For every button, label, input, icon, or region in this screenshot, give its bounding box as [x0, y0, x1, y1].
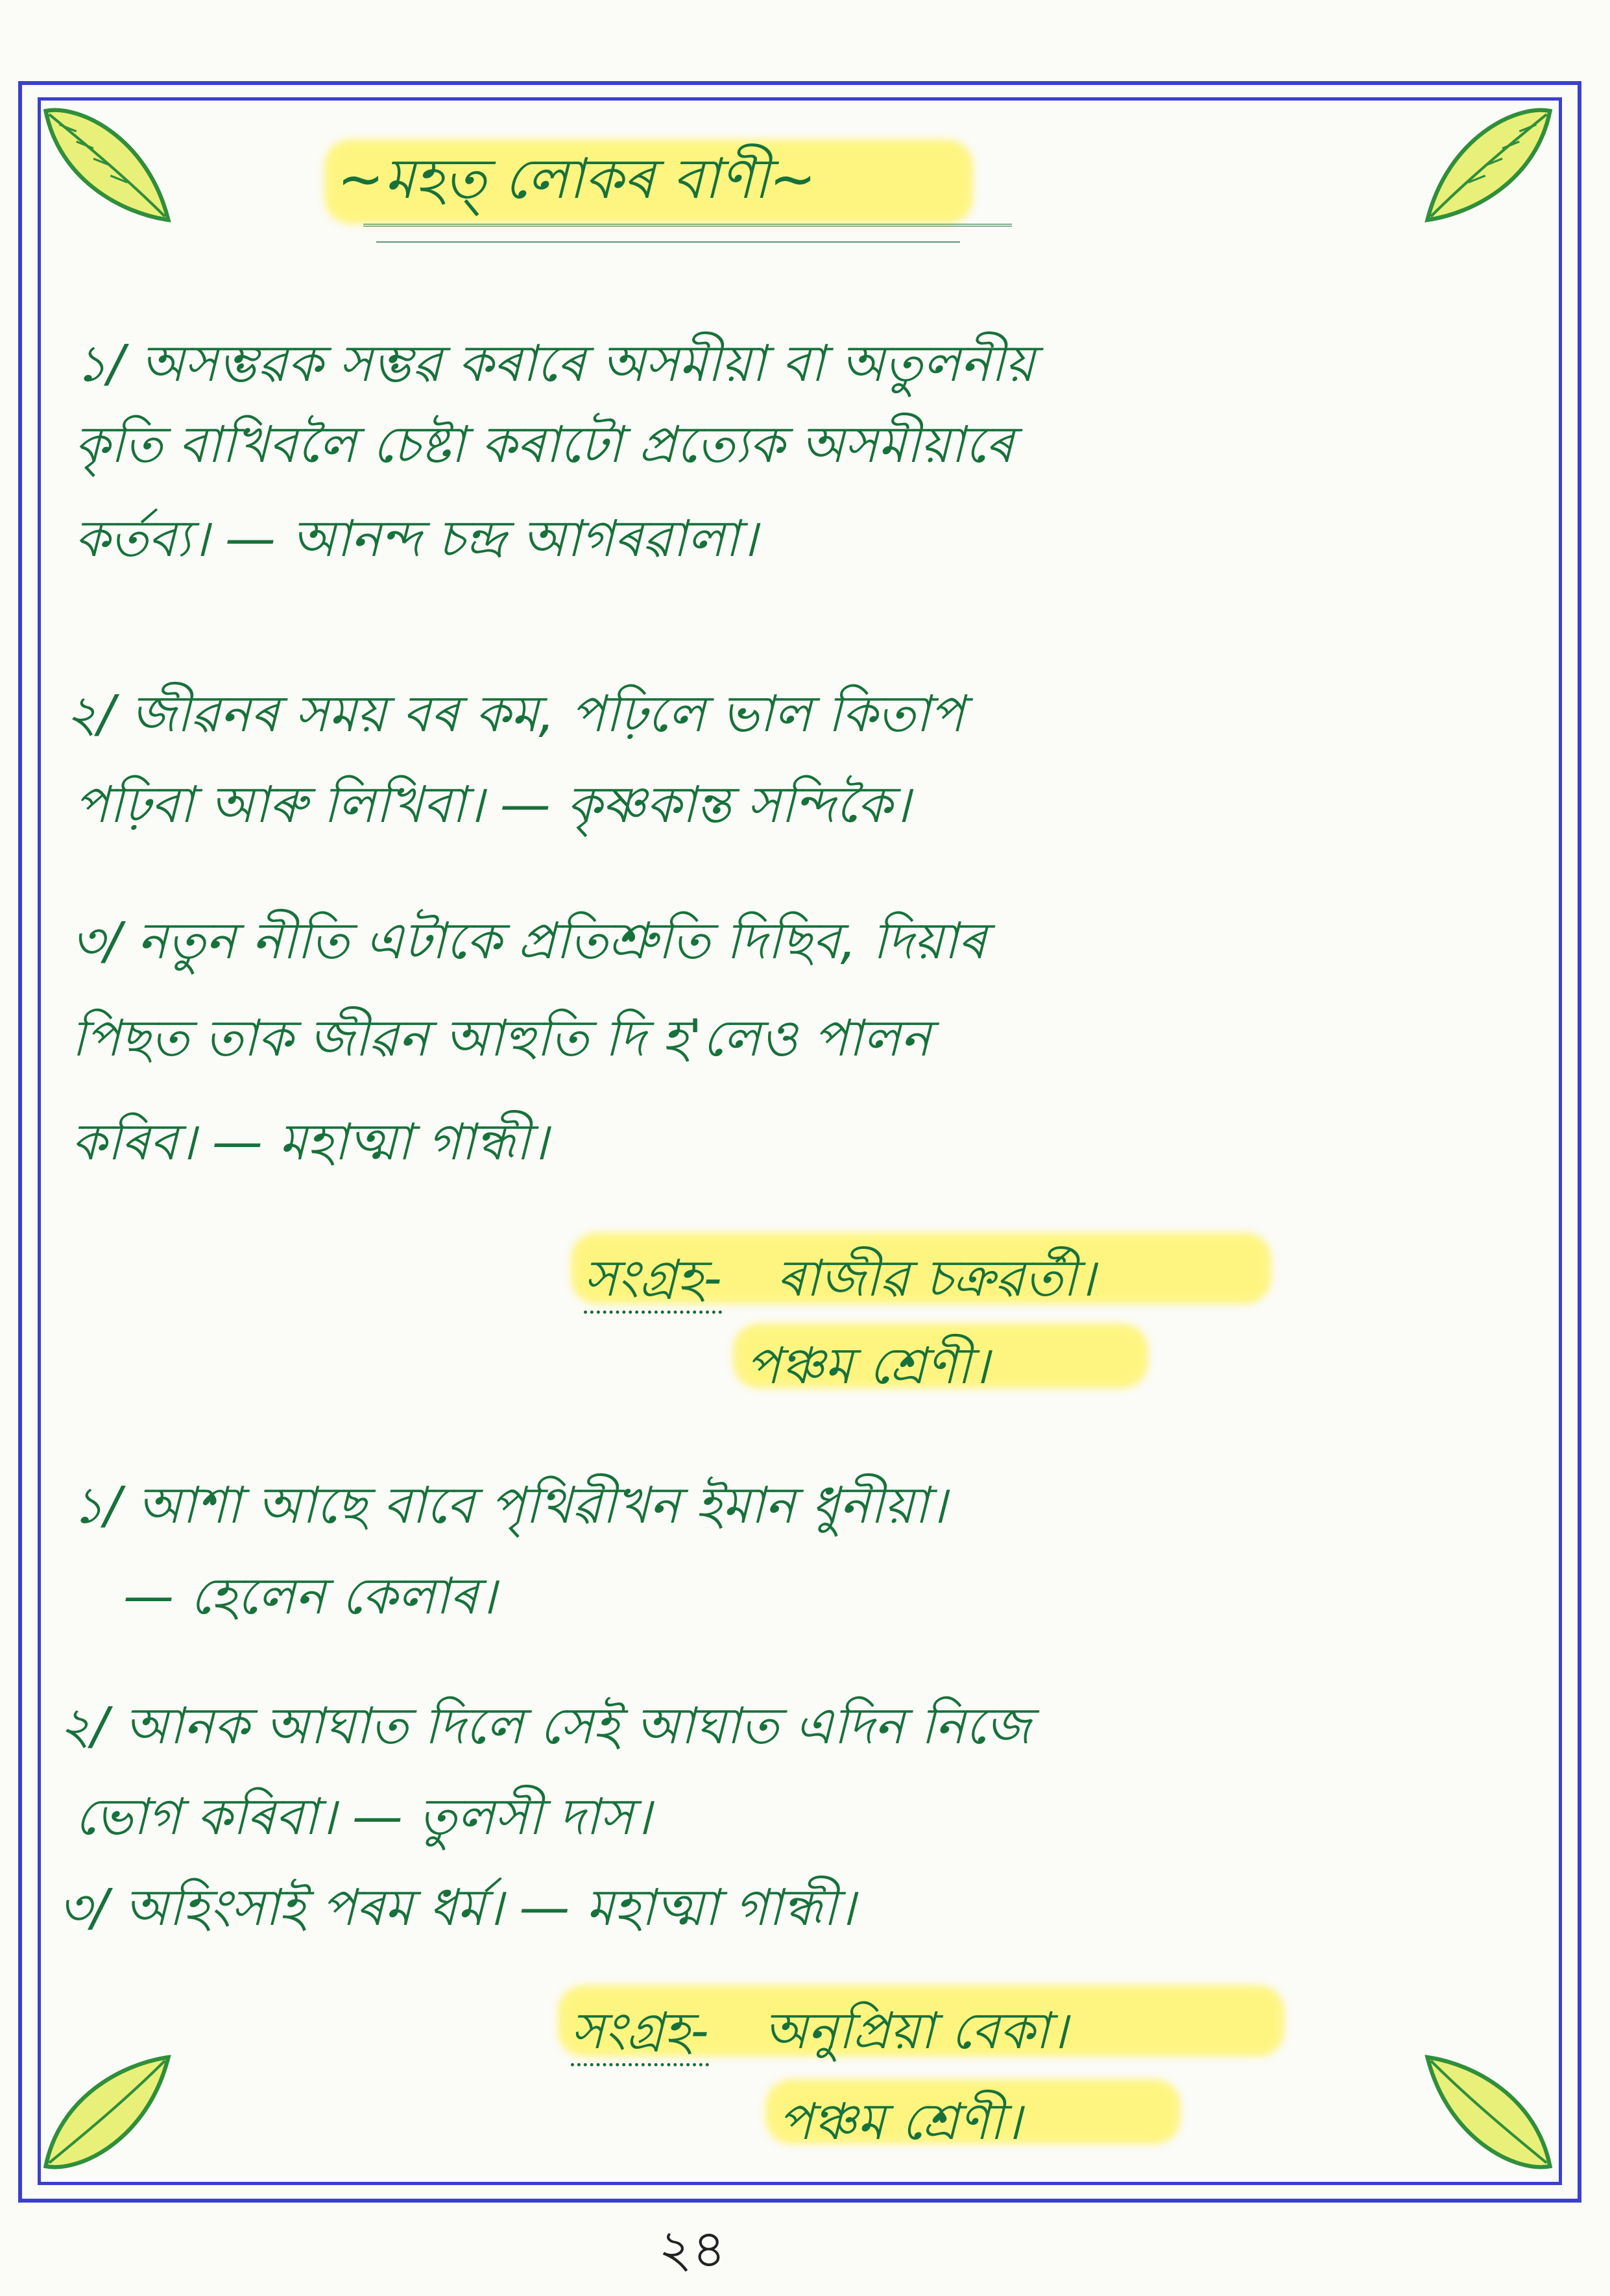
leaf-corner-icon	[1421, 97, 1557, 234]
quote-line: ৩/ অহিংসাই পৰম ধৰ্ম। — মহাত্মা গান্ধী।	[58, 1879, 856, 1937]
compiler-name: ৰাজীৱ চক্ৰৱৰ্তী।	[776, 1250, 1096, 1308]
compiler-label: সংগ্ৰহ-	[571, 2002, 709, 2066]
compiler-name: অনুপ্ৰিয়া বেকা।	[763, 2002, 1068, 2060]
quote-line: ৩/ নতুন নীতি এটাকে প্ৰতিশ্ৰুতি দিছিব, দিয়াৰ	[71, 912, 987, 971]
page-title: ~মহত্ লোকৰ বাণী~	[337, 147, 817, 211]
compiler-class: পঞ্চম শ্ৰেণী।	[746, 1337, 989, 1396]
compiler-class: পঞ্চম শ্ৰেণী।	[778, 2093, 1022, 2151]
leaf-corner-icon	[39, 97, 175, 234]
quote-line: ২/ আনক আঘাত দিলে সেই আঘাত এদিন নিজে	[58, 1697, 1031, 1756]
compiler-line	[571, 1992, 1068, 2076]
quote-line: পঢ়িবা আৰু লিখিবা। — কৃষ্ণকান্ত সন্দিকৈ।	[75, 776, 911, 834]
quote-line: পিছত তাক জীৱন আহুতি দি হ'লেও পালন	[71, 1009, 931, 1068]
quote-line: কৰিব। — মহাত্মা গান্ধী।	[71, 1113, 548, 1172]
quote-line: ১/ আশা আছে বাবে পৃথিৱীখন ইমান ধুনীয়া।	[71, 1477, 947, 1535]
quote-line: — হেলেন কেলাৰ।	[123, 1567, 496, 1626]
title-underline	[376, 241, 960, 243]
compiler-label: সংগ্ৰহ-	[584, 1250, 722, 1314]
title-underline	[363, 224, 1012, 229]
compiler-line	[584, 1239, 1095, 1323]
quote-line: কৃতি বাখিবলৈ চেষ্টা কৰাটো প্ৰত্যেক অসমীয়াৰে	[75, 416, 1014, 474]
quote-line: ২/ জীৱনৰ সময় বৰ কম, পঢ়িলে ভাল কিতাপ	[65, 685, 965, 743]
page-number: ২৪	[658, 2219, 726, 2279]
quote-line: কৰ্তব্য। — আনন্দ চন্দ্ৰ আগৰৱালা।	[75, 510, 758, 568]
quote-line: ১/ অসম্ভৱক সম্ভৱ কৰাৰে অসমীয়া বা অতুলনীয়	[75, 335, 1035, 393]
leaf-corner-icon	[1421, 2044, 1557, 2180]
quote-line: ভোগ কৰিবা। — তুলসী দাস।	[75, 1788, 651, 1846]
leaf-corner-icon	[39, 2044, 175, 2180]
